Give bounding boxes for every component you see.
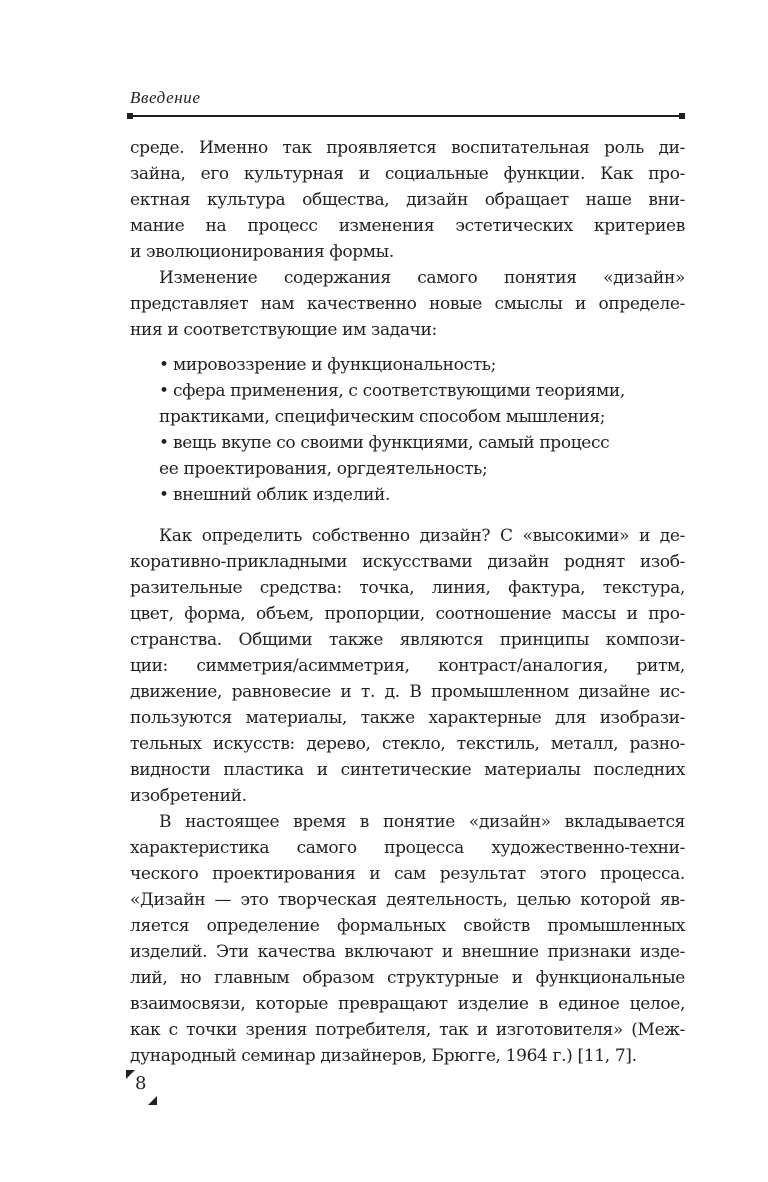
bullet-list [130,352,685,508]
text-line: представляет нам качественно новые смыслы и определе- [130,294,685,314]
text-line: изобретений. [130,786,247,806]
text-line: Как определить собственно дизайн? С «высокими» и де- [159,526,685,546]
text-line: ектная культура общества, дизайн обращает наше вни- [130,190,685,210]
text-line: ее проектирования, оргдеятельность; [159,459,488,479]
text-line: взаимосвязи, которые превращают изделие в единое целое, [130,994,685,1014]
list-item-text: вещь вкупе со своими функциями, самый процесс [173,433,610,453]
text-line: мание на процесс изменения эстетических критериев [130,216,685,236]
corner-mark-icon [126,1070,135,1079]
bullet-icon: • [159,355,169,375]
text-line: дународный семинар дизайнеров, Брюгге, 1964 г.) [11, 7]. [130,1046,637,1066]
bullet-icon: • [159,433,169,453]
text-line: разительные средства: точка, линия, фактура, текстура, [130,578,685,598]
page-number: 8 [135,1073,147,1094]
paragraph-1 [130,135,685,265]
paragraph-3 [130,523,685,809]
text-line [159,378,685,404]
text-line: странства. Общими также являются принципы компози- [130,630,685,650]
text-line: характеристика самого процесса художественно-техни- [130,838,685,858]
body-text [130,135,685,1069]
text-line: ния и соответствующие им задачи: [130,320,437,340]
text-line: коративно-прикладными искусствами дизайн роднят изоб- [130,552,685,572]
text-line: как с точки зрения потребителя, так и изготовителя» (Меж- [130,1020,685,1040]
text-line: цвет, форма, объем, пропорции, соотношение массы и про- [130,604,685,624]
text-line: зайна, его культурная и социальные функции. Как про- [130,164,685,184]
text-line: Изменение содержания самого понятия «дизайн» [159,268,685,288]
folio [126,1070,166,1110]
bullet-icon: • [159,485,169,505]
text-line: пользуются материалы, также характерные для изобрази- [130,708,685,728]
list-item [159,430,685,482]
text-line: ческого проектирования и сам результат этого процесса. [130,864,685,884]
list-item-text: внешний облик изделий. [173,485,391,505]
text-line: изделий. Эти качества включают и внешние признаки изде- [130,942,685,962]
bullet-icon: • [159,381,169,401]
text-line [159,430,685,456]
paragraph-2 [130,265,685,343]
list-item-text: сфера применения, с соответствующими теориями, [173,381,625,401]
text-line: В настоящее время в понятие «дизайн» вкладывается [159,812,685,832]
running-head: Введение [130,88,201,107]
text-line: ции: симметрия/асимметрия, контраст/аналогия, ритм, [130,656,685,676]
text-line [159,352,685,378]
corner-mark-icon [148,1096,157,1105]
text-line [159,482,685,508]
text-line: ляется определение формальных свойств промышленных [130,916,685,936]
header-rule [130,115,682,117]
text-line: и эволюционирования формы. [130,242,394,262]
text-line: «Дизайн — это творческая деятельность, целью которой яв- [130,890,685,910]
list-item [159,352,685,378]
text-line: лий, но главным образом структурные и функциональные [130,968,685,988]
text-line: видности пластика и синтетические материалы последних [130,760,685,780]
list-item-text: мировоззрение и функциональность; [173,355,497,375]
text-line: движение, равновесие и т. д. В промышленном дизайне ис- [130,682,685,702]
text-line: среде. Именно так проявляется воспитательная роль ди- [130,138,685,158]
list-item [159,482,685,508]
paragraph-4 [130,809,685,1069]
text-line: практиками, специфическим способом мышления; [159,407,606,427]
list-item [159,378,685,430]
text-line: тельных искусств: дерево, стекло, текстиль, металл, разно- [130,734,685,754]
